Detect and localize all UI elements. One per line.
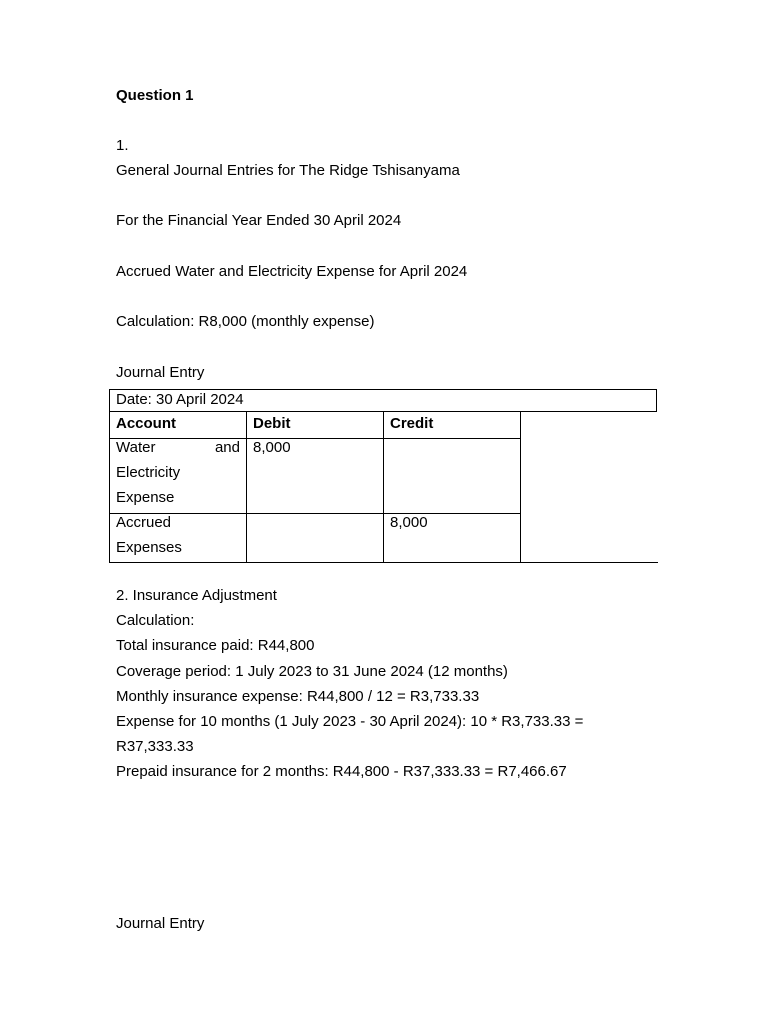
section2-line: R37,333.33 bbox=[116, 738, 194, 755]
journal-entry-label: Journal Entry bbox=[116, 364, 205, 381]
account-word: and bbox=[214, 439, 240, 456]
financial-period: For the Financial Year Ended 30 April 2024 bbox=[116, 212, 402, 229]
table-row-debit: 8,000 bbox=[253, 439, 291, 456]
account-line: Electricity bbox=[116, 464, 181, 481]
header-debit: Debit bbox=[253, 415, 291, 432]
section-subheading: Accrued Water and Electricity Expense for April 2024 bbox=[116, 263, 468, 280]
account-line: Expenses bbox=[116, 539, 182, 556]
section2-line: Total insurance paid: R44,800 bbox=[116, 637, 315, 654]
account-line: Expense bbox=[116, 489, 175, 506]
section2-line: Calculation: bbox=[116, 612, 195, 629]
account-word: Water bbox=[116, 439, 156, 456]
question-heading: Question 1 bbox=[116, 87, 194, 104]
table-divider-right bbox=[520, 412, 521, 563]
calculation-text: Calculation: R8,000 (monthly expense) bbox=[116, 313, 375, 330]
section2-line: Prepaid insurance for 2 months: R44,800 - R37,333.33 = R7,466.67 bbox=[116, 763, 567, 780]
section2-title: 2. Insurance Adjustment bbox=[116, 587, 277, 604]
header-credit: Credit bbox=[390, 415, 434, 432]
account-line: Accrued bbox=[116, 514, 172, 531]
section2-line: Expense for 10 months (1 July 2023 - 30 April 2024): 10 * R3,733.33 = bbox=[116, 713, 584, 730]
section2-line: Monthly insurance expense: R44,800 / 12 = R3,733.33 bbox=[116, 688, 480, 705]
journal-entry-label-2: Journal Entry bbox=[116, 915, 205, 932]
section2-line: Coverage period: 1 July 2023 to 31 June 2024 (12 months) bbox=[116, 663, 508, 680]
table-row-account bbox=[110, 510, 246, 560]
table-bottom-rule bbox=[109, 562, 658, 563]
journal-date: Date: 30 April 2024 bbox=[109, 389, 657, 412]
document-title: General Journal Entries for The Ridge Tshisanyama bbox=[116, 162, 460, 179]
table-row-credit: 8,000 bbox=[390, 514, 428, 531]
item-number: 1. bbox=[116, 137, 129, 154]
header-account: Account bbox=[116, 415, 176, 432]
table-row-account bbox=[110, 435, 246, 510]
